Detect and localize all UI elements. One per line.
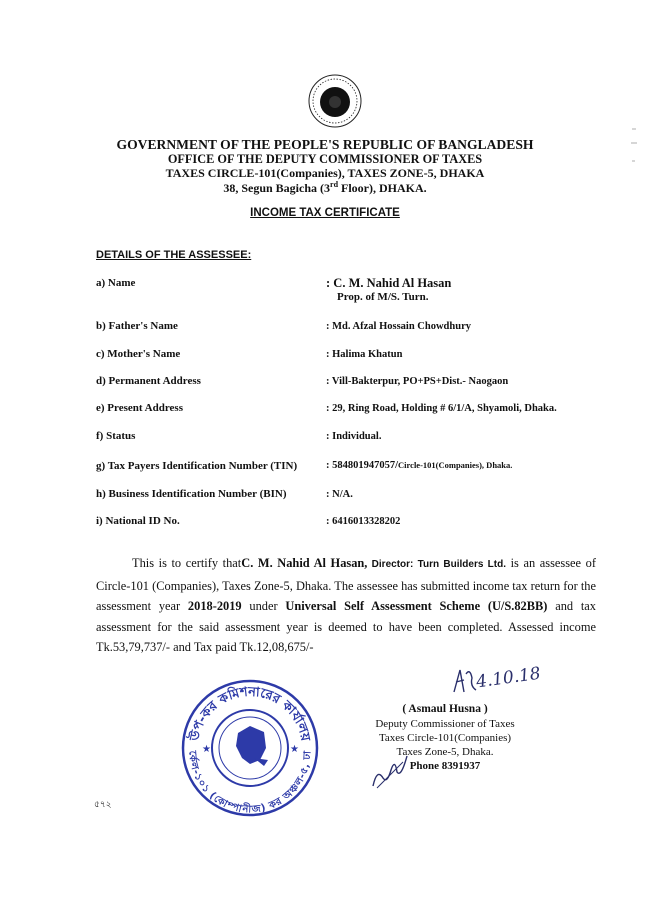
certification-paragraph [96, 553, 596, 658]
svg-text:★: ★ [290, 744, 299, 755]
detail-value-nid: : 6416013328202 [326, 516, 401, 527]
detail-label-bin: h) Business Identification Number (BIN) [96, 488, 287, 500]
detail-label-nid: i) National ID No. [96, 515, 180, 527]
detail-label-tin: g) Tax Payers Identification Number (TIN) [96, 460, 298, 472]
paragraph-text-1: This is to certify that [132, 556, 242, 570]
certificate-title: INCOME TAX CERTIFICATE [250, 207, 400, 219]
signatory-name: ( Asmaul Husna ) [402, 703, 488, 715]
signatory-zone: Taxes Zone-5, Dhaka. [396, 746, 494, 758]
header-line-2: OFFICE OF THE DEPUTY COMMISSIONER OF TAXES [167, 152, 483, 166]
detail-label-status: f) Status [96, 430, 136, 442]
stamp-top-text: উপ-কর কমিশনারের কার্যালয় [187, 684, 313, 743]
detail-label-mother: c) Mother's Name [96, 348, 181, 360]
detail-value-father: : Md. Afzal Hossain Chowdhury [326, 321, 471, 332]
paragraph-text-2: is an assessee of Circle-101 (Companies), Taxes Zone-5, Dhaka. The assessee has submitted income tax return for the assessment year [96, 556, 596, 614]
tin-circle: Circle-101(Companies), Dhaka. [398, 460, 513, 470]
assessee-name: C. M. Nahid Al Hasan, [241, 556, 368, 570]
detail-value-mother: : Halima Khatun [326, 349, 403, 360]
footer-mark: ৫৭২ [94, 800, 112, 810]
assessment-scheme: Universal Self Assessment Scheme (U/S.82BB) [285, 599, 548, 614]
page-edge-mark [628, 127, 640, 177]
paragraph-text-4: and tax assessment for the said assessment year is deemed to have been completed. Assessed income Tk.53,79,737/- and Tax paid Tk.12,08,675/- [96, 599, 596, 655]
signatory-circle: Taxes Circle-101(Companies) [378, 732, 512, 744]
handwritten-date: 4.10.18 [474, 663, 542, 693]
address-text-end: Floor), DHAKA. [338, 181, 427, 195]
svg-text:★: ★ [202, 744, 211, 755]
detail-label-father: b) Father's Name [96, 320, 178, 332]
detail-value-name-line2: Prop. of M/S. Turn. [337, 291, 429, 303]
detail-label-present-address: e) Present Address [96, 402, 183, 414]
detail-value-name: : C. M. Nahid Al Hasan [326, 276, 452, 290]
detail-value-present-address: : 29, Ring Road, Holding # 6/1/A, Shyamoli, Dhaka. [326, 403, 557, 414]
section-heading: DETAILS OF THE ASSESSEE: [96, 249, 252, 261]
header-line-4 [0, 180, 650, 196]
government-emblem [307, 73, 363, 129]
assessment-year: 2018-2019 [187, 599, 242, 614]
detail-label-permanent-address: d) Permanent Address [96, 375, 201, 387]
paragraph-text-3: under [241, 599, 286, 614]
address-superscript: rd [330, 180, 339, 189]
header-line-3: TAXES CIRCLE-101(Companies), TAXES ZONE-5, DHAKA [165, 166, 485, 180]
director-text: Director: Turn Builders Ltd. [367, 559, 507, 570]
detail-value-status: : Individual. [326, 431, 382, 442]
detail-label-name: a) Name [96, 277, 136, 289]
address-text: 38, Segun Bagicha (3 [223, 181, 331, 195]
tin-number: : 584801947057/ [326, 460, 399, 471]
stamp-bottom-text: র্কেল-১০১ (কোম্পানীজ) কর অঞ্চল-৫, ঢা [186, 750, 314, 816]
detail-value-tin [326, 460, 512, 471]
header-line-1: GOVERNMENT OF THE PEOPLE'S REPUBLIC OF BANGLADESH [116, 137, 534, 152]
detail-value-bin: : N/A. [326, 489, 353, 500]
official-stamp [180, 678, 320, 818]
signatory-designation: Deputy Commissioner of Taxes [375, 718, 515, 730]
signatory-phone: Phone 8391937 [409, 760, 481, 772]
detail-value-permanent-address: : Vill-Bakterpur, PO+PS+Dist.- Naogaon [326, 376, 509, 387]
